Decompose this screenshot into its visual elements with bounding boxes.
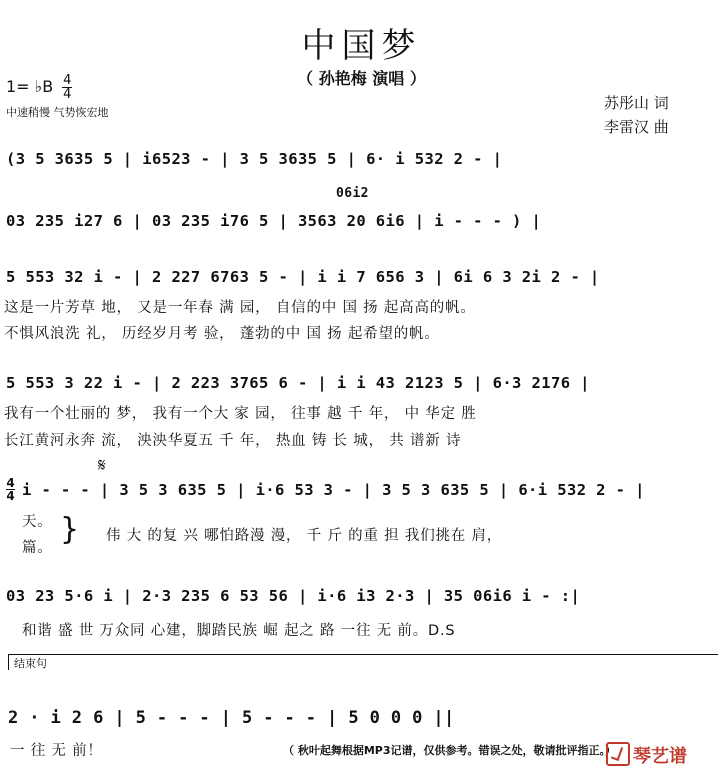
lyric-line-4a: 我有一个壮丽的 梦， 我有一个大 家 园， 往事 越 千 年， 中 华定 胜 — [4, 406, 477, 422]
ending-bracket-top — [8, 654, 718, 655]
lyric-line-5-main: 伟 大 的复 兴 哪怕路漫 漫， 千 斤 的重 担 我们挑在 肩， — [106, 528, 503, 544]
site-logo — [606, 742, 687, 768]
lyric-line-5b: 篇。 — [22, 540, 53, 556]
line5-time-bottom: 4 — [6, 489, 15, 503]
time-sig-top: 4 — [63, 73, 72, 88]
transcription-note: （ 秋叶起舞根据MP3记谱，仅供参考。错误之处，敬请批评指正。） — [283, 744, 616, 757]
score-line-5: i - - - | 3 5 3 635 5 | i·6 53 3 - | 3 5 3 635 5 | 6·i 532 2 - | — [22, 481, 645, 499]
logo-mark-icon — [606, 742, 630, 766]
ending-label: 结束句 — [14, 657, 47, 670]
line5-time-top: 4 — [6, 476, 15, 490]
lyricist-credit: 苏彤山 词 — [604, 94, 669, 112]
song-title: 中国梦 — [301, 26, 422, 66]
performer-subtitle: （ 孙艳梅 演唱 ） — [297, 69, 426, 88]
logo-text: 琴艺谱 — [633, 746, 687, 767]
lyric-line-4b: 长江黄河永奔 流， 泱泱华夏五 千 年， 热血 铸 长 城， 共 谱新 诗 — [4, 433, 462, 449]
score-line-1: (3 5 3635 5 | i6523 - | 3 5 3635 5 | 6· i 532 2 - | — [6, 150, 503, 168]
score-line-6: 03 23 5·6 i | 2·3 235 6 53 56 | i·6 i3 2·3 | 35 06i6 i - :| — [6, 587, 581, 605]
time-sig-bottom: 4 — [63, 87, 72, 102]
lyric-line-7: 一 往 无 前！ — [10, 743, 103, 759]
score-line-7: 2 · i 2 6 | 5 - - - | 5 - - - | 5 0 0 0 || — [8, 708, 455, 728]
score-line-2: 03 235 i27 6 | 03 235 i76 5 | 3563 20 6i6 | i - - - ) | — [6, 212, 542, 230]
lyric-line-3a: 这是一片芳草 地， 又是一年春 满 园， 自信的中 国 扬 起高高的帆。 — [4, 300, 476, 316]
score-line-3: 5 553 32 i - | 2 227 6763 5 - | i i 7 656 3 | 6i 6 3 2i 2 - | — [6, 268, 600, 286]
score-mark-06i2: 06i2 — [336, 186, 369, 201]
segno-sign: 𝄋 — [98, 455, 106, 476]
key-signature — [6, 74, 72, 101]
time-signature — [62, 74, 72, 101]
score-line-4: 5 553 3 22 i - | 2 223 3765 6 - | i i 43 2123 5 | 6·3 2176 | — [6, 374, 590, 392]
composer-credit: 李雷汉 曲 — [604, 118, 669, 136]
ending-bracket-left — [8, 654, 9, 670]
lyric-line-6: 和谐 盛 世 万众同 心建，脚踏民族 崛 起之 路 一往 无 前。D.S — [22, 623, 456, 639]
lyric-line-5a: 天。 — [22, 514, 53, 530]
key-label: 1= ♭B — [6, 77, 54, 96]
brace-icon: } — [60, 512, 80, 547]
line5-time-signature — [6, 477, 15, 502]
tempo-marking: 中速稍慢 气势恢宏地 — [6, 106, 109, 119]
lyric-line-3b: 不惧风浪洗 礼， 历经岁月考 验， 蓬勃的中 国 扬 起希望的帆。 — [4, 326, 440, 342]
